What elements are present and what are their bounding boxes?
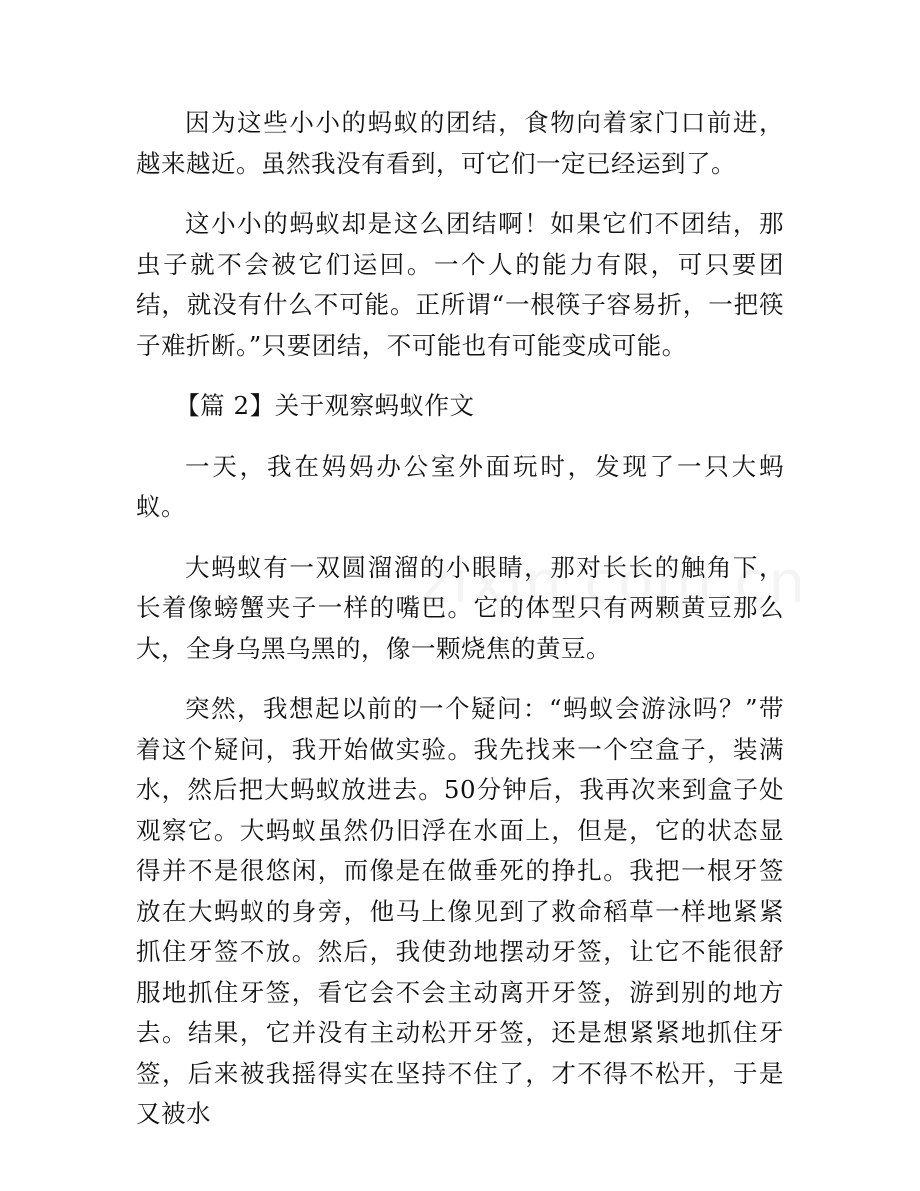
section-heading: 【篇 2】关于观察蚂蚁作文 <box>175 391 475 420</box>
paragraph-3: 一天，我在妈妈办公室外面玩时，发现了一只大蚂蚁。 <box>136 451 784 521</box>
paragraph-4: 大蚂蚁有一双圆溜溜的小眼睛，那对长长的触角下，长着像螃蟹夹子一样的嘴巴。它的体型只有两颗黄豆那么大，全身乌黑乌黑的，像一颗烧焦的黄豆。 <box>136 552 784 663</box>
paragraph-2: 这小小的蚂蚁却是这么团结啊！如果它们不团结，那虫子就不会被它们运回。一个人的能力有限，可只要团结，就没有什么不可能。正所谓“一根筷子容易折，一把筷子难折断。”只要团结，不可能也有可能变成可能。 <box>136 209 784 360</box>
document-body <box>136 103 784 1155</box>
paragraph-5: 突然，我想起以前的一个疑问：“蚂蚁会游泳吗？”带着这个疑问，我开始做实验。我先找来一个空盒子，装满水，然后把大蚂蚁放进去。50分钟后，我再次来到盒子处观察它。大蚂蚁虽然仍旧浮在水面上，但是，它的状态显得并不是很悠闲，而像是在做垂死的挣扎。我把一根牙签放在大蚂蚁的身旁，他马上像见到了救命稻草一样地紧紧抓住牙签不放。然后，我使劲地摆动牙签，让它不能很舒服地抓住牙签，看它会不会主动离开牙签，游到别的地方去。结果，它并没有主动松开牙签，还是想紧紧地抓住牙签，后来被我摇得实在坚持不住了，才不得不松开，于是又被水 <box>136 694 784 1128</box>
paragraph-1: 因为这些小小的蚂蚁的团结，食物向着家门口前进，越来越近。虽然我没有看到，可它们一定已经运到了。 <box>136 108 784 178</box>
